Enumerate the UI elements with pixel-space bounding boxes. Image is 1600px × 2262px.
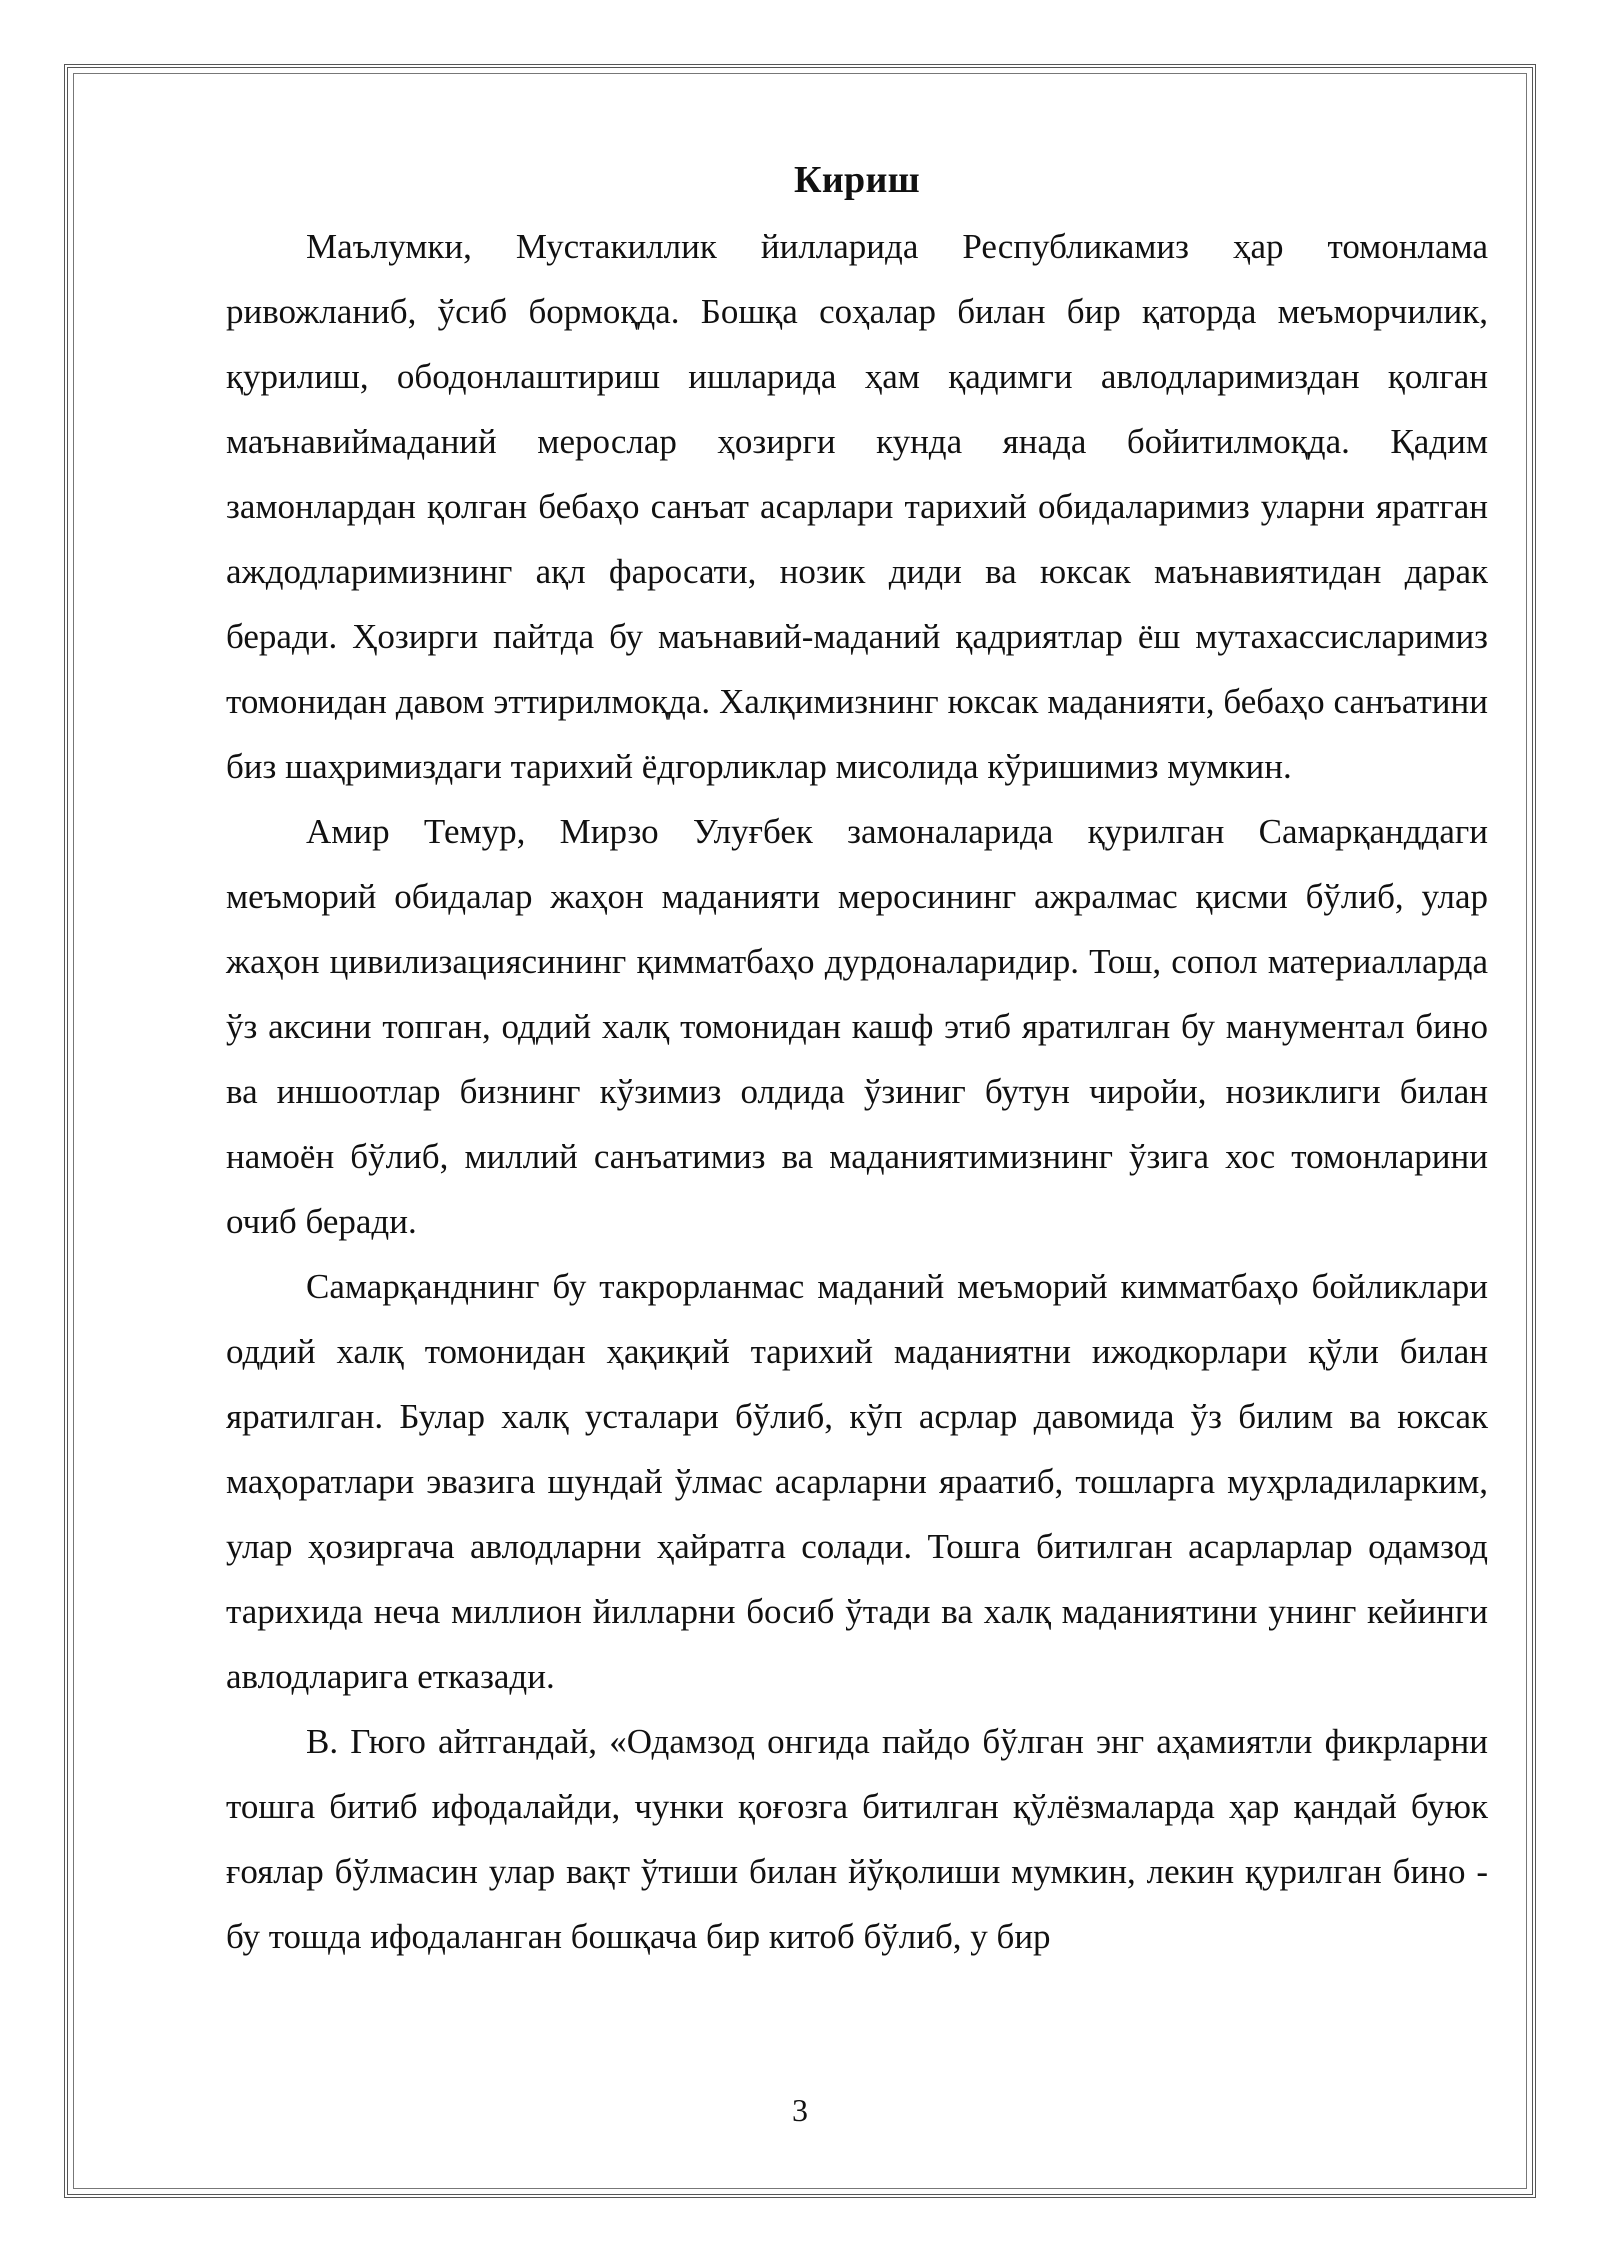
paragraph-2: Амир Темур, Мирзо Улуғбек замоналарида қурилган Самарқанддаги меъморий обидалар жаҳон маданияти меросининг ажралмас қисми бўлиб, улар жаҳон цивилизациясининг қимматбаҳо дурдоналаридир. Тош, сопол материалларда ўз аксини топган, оддий халқ томонидан кашф этиб яратилган бу манументал бино ва иншоотлар бизнинг кўзимиз олдида ўзиниг бутун чиройи, нозиклиги билан намоён бўлиб, миллий санъатимиз ва маданиятимизнинг ўзига хос томонларини очиб беради. (226, 812, 1488, 1241)
page-number: 3 (792, 2092, 808, 2128)
page-content (226, 150, 1488, 1969)
paragraph-1: Маълумки, Мустакиллик йилларида Республикамиз ҳар томонлама ривожланиб, ўсиб бормоқда. Бошқа соҳалар билан бир қаторда меъморчилик, қурилиш, ободонлаштириш ишларида ҳам қадимги авлодларимиздан қолган маънавиймаданий мерослар ҳозирги кунда янада бойитилмоқда. Қадим замонлардан қолган бебаҳо санъат асарлари тарихий обидаларимиз уларни яратган аждодларимизнинг ақл фаросати, нозик диди ва юксак маънавиятидан дарак беради. Ҳозирги пайтда бу маънавий-маданий қадриятлар ёш мутахассисларимиз томонидан давом эттирилмоқда. Халқимизнинг юксак маданияти, бебаҳо санъатини биз шаҳримиздаги тарихий ёдгорликлар мисолида кўришимиз мумкин. (226, 227, 1488, 786)
section-title: Кириш (793, 159, 921, 201)
paragraph-4: В. Гюго айтгандай, «Одамзод онгида пайдо бўлган энг аҳамиятли фикрларни тошга битиб ифодалайди, чунки қоғозга битилган қўлёзмаларда ҳар қандай буюк ғоялар бўлмасин улар вақт ўтиши билан йўқолиши мумкин, лекин қурилган бино - бу тошда ифодаланган бошқача бир китоб бўлиб, у бир (226, 1722, 1488, 1956)
paragraph-3: Самарқанднинг бу такрорланмас маданий меъморий кимматбаҳо бойликлари оддий халқ томонидан ҳақиқий тарихий маданиятни ижодкорлари қўли билан яратилган. Булар халқ усталари бўлиб, кўп асрлар давомида ўз билим ва юксак маҳоратлари эвазига шундай ўлмас асарларни яраатиб, тошларга муҳрладиларким, улар ҳозиргача авлодларни ҳайратга солади. Тошга битилган асарларлар одамзод тарихида неча миллион йилларни босиб ўтади ва халқ маданиятини унинг кейинги авлодларига етказади. (226, 1267, 1488, 1696)
